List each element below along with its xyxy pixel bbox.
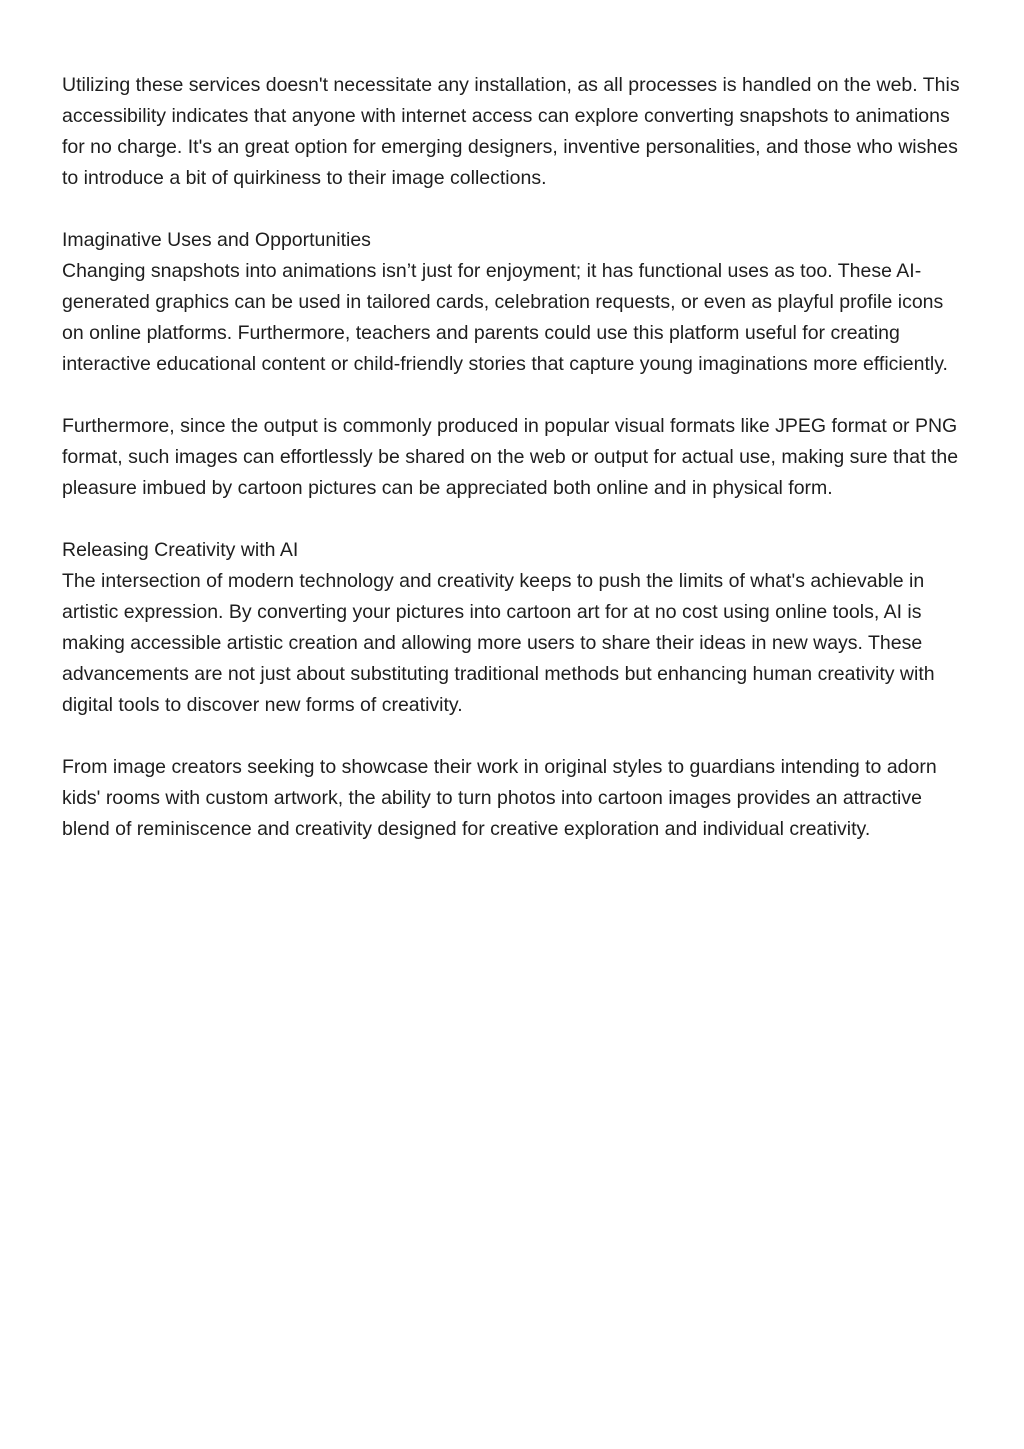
section-heading-releasing-creativity: Releasing Creativity with AI [62,539,299,561]
paragraph-functional-uses: Changing snapshots into animations isn’t just for enjoyment; it has functional uses as too. These AI-generated graphics can be used in tailored cards, celebration requests, or even as playful profile icons on online platforms. Furthermore, teachers and parents could use this platform useful for creating interactive educational content or child-friendly stories that capture young imaginations more efficiently. [62,260,948,375]
paragraph-technology-creativity: The intersection of modern technology and creativity keeps to push the limits of what's achievable in artistic expression. By converting your pictures into cartoon art for at no cost using online tools, AI is making accessible artistic creation and allowing more users to share their ideas in new ways. These advancements are not just about substituting traditional methods but enhancing human creativity with digital tools to discover new forms of creativity. [62,570,935,716]
section-heading-imaginative-uses: Imaginative Uses and Opportunities [62,229,371,251]
document-page [62,70,966,876]
paragraph-output-formats: Furthermore, since the output is commonly produced in popular visual formats like JPEG format or PNG format, such images can effortlessly be shared on the web or output for actual use, making sure that the pleasure imbued by cartoon pictures can be appreciated both online and in physical form. [62,415,959,499]
paragraph-installation: Utilizing these services doesn't necessitate any installation, as all processes is handled on the web. This accessibility indicates that anyone with internet access can explore converting snapshots to animations for no charge. It's an great option for emerging designers, inventive personalities, and those who wishes to introduce a bit of quirkiness to their image collections. [62,74,960,189]
paragraph-image-creators: From image creators seeking to showcase their work in original styles to guardians intending to adorn kids' rooms with custom artwork, the ability to turn photos into cartoon images provides an attractive blend of reminiscence and creativity designed for creative exploration and individual creativity. [62,756,937,840]
